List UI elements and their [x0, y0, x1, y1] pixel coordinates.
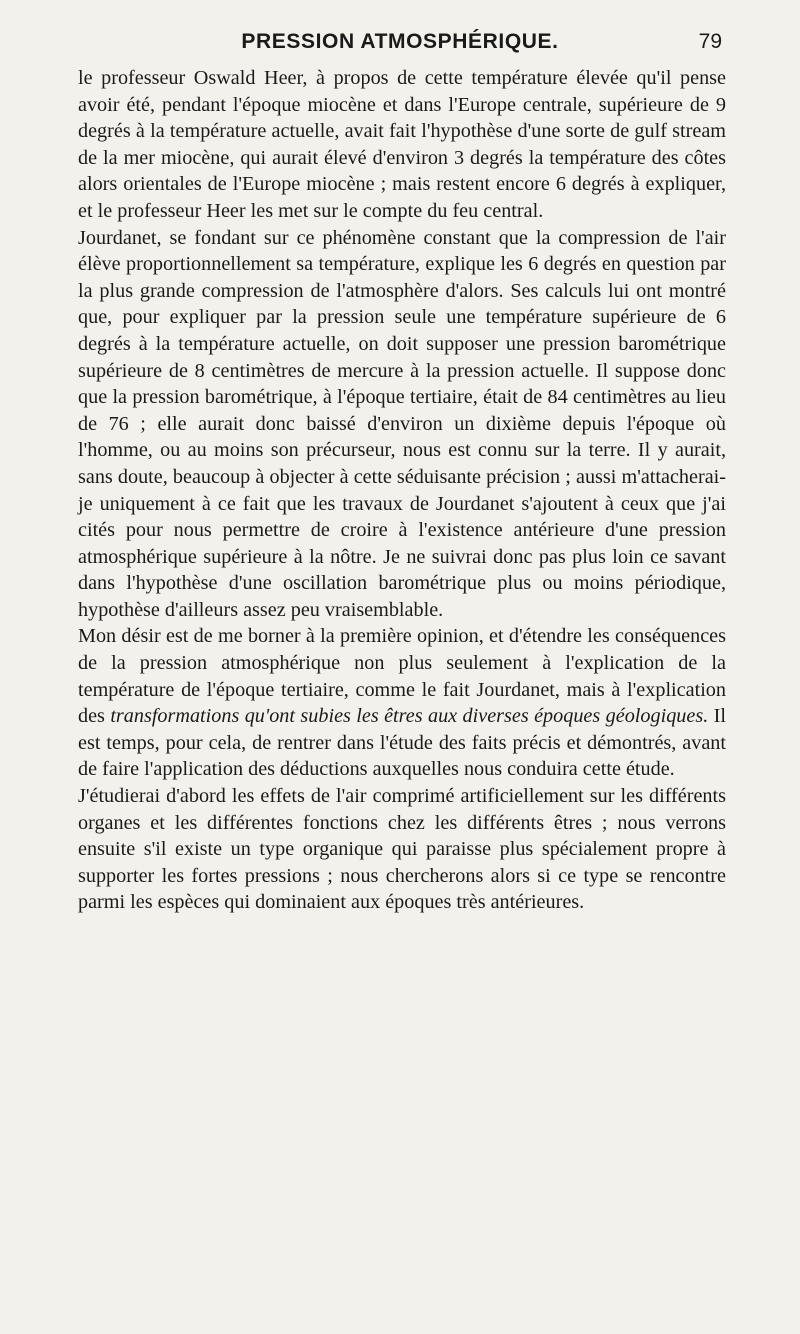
paragraph-1: le professeur Oswald Heer, à propos de cette température élevée qu'il pense avoir été, pendant l'époque miocène et dans l'Europe centrale, supérieure de 9 degrés à la température actuelle, avait fait l'hypothèse d'une sorte de gulf stream de la mer miocène, qui aurait élevé d'environ 3 degrés la température des côtes alors orientales de l'Europe miocène ; mais restent encore 6 degrés à expliquer, et le professeur Heer les met sur le compte du feu central. — [78, 67, 726, 222]
running-title: PRESSION ATMOSPHÉRIQUE. — [241, 30, 559, 53]
paragraph-3-italic-phrase: transformations qu'ont subies les êtres aux diverses époques géologiques. — [110, 705, 709, 728]
paragraph-3 — [78, 623, 726, 783]
body-text — [78, 65, 726, 916]
paragraph-4: J'étudierai d'abord les effets de l'air comprimé artificiellement sur les différents organes et les différentes fonctions chez les différents êtres ; nous verrons ensuite s'il existe un type organique qui paraisse plus spécialement propre à supporter les fortes pressions ; nous chercherons alors si ce type se rencontre parmi les espèces qui dominaient aux époques très antérieures. — [78, 785, 726, 914]
page-header — [78, 30, 722, 54]
paragraph-3-text-end: Il est temps, pour cela, de rentrer dans l'étude des faits précis et démontrés, avant de faire l'application des déductions auxquelles nous conduira cette étude. — [78, 705, 726, 781]
paragraph-2: Jourdanet, se fondant sur ce phénomène constant que la compression de l'air élève proportionnellement sa température, explique les 6 degrés en question par la plus grande compression de l'atmosphère d'alors. Ses calculs lui ont montré que, pour expliquer par la pression seule une température supérieure de 6 degrés à la température actuelle, on doit supposer une pression barométrique supérieure de 8 centimètres de mercure à la pression actuelle. Il suppose donc que la pression barométrique, à l'époque tertiaire, était de 84 centimètres au lieu de 76 ; elle aurait donc baissé d'environ un dixième depuis l'époque où l'homme, ou au moins son précurseur, nous est connu sur la terre. Il y aurait, sans doute, beaucoup à objecter à cette séduisante précision ; aussi m'attacherai-je uniquement à ce fait que les travaux de Jourdanet s'ajoutent à ceux que j'ai cités pour nous permettre de croire à l'existence antérieure d'une pression atmosphérique supérieure à la nôtre. Je ne suivrai donc pas plus loin ce savant dans l'hypothèse d'une oscillation barométrique plus ou moins périodique, hypothèse d'ailleurs assez peu vraisemblable. — [78, 226, 726, 621]
page-number: 79 — [698, 30, 722, 53]
paragraph-3-text-start: Mon désir est de me borner à la première opinion, et d'étendre les conséquences de la pression atmosphérique non plus seulement à l'explication de la température de l'époque tertiaire, comme le fait Jourdanet, mais à l'explication des — [78, 625, 726, 728]
